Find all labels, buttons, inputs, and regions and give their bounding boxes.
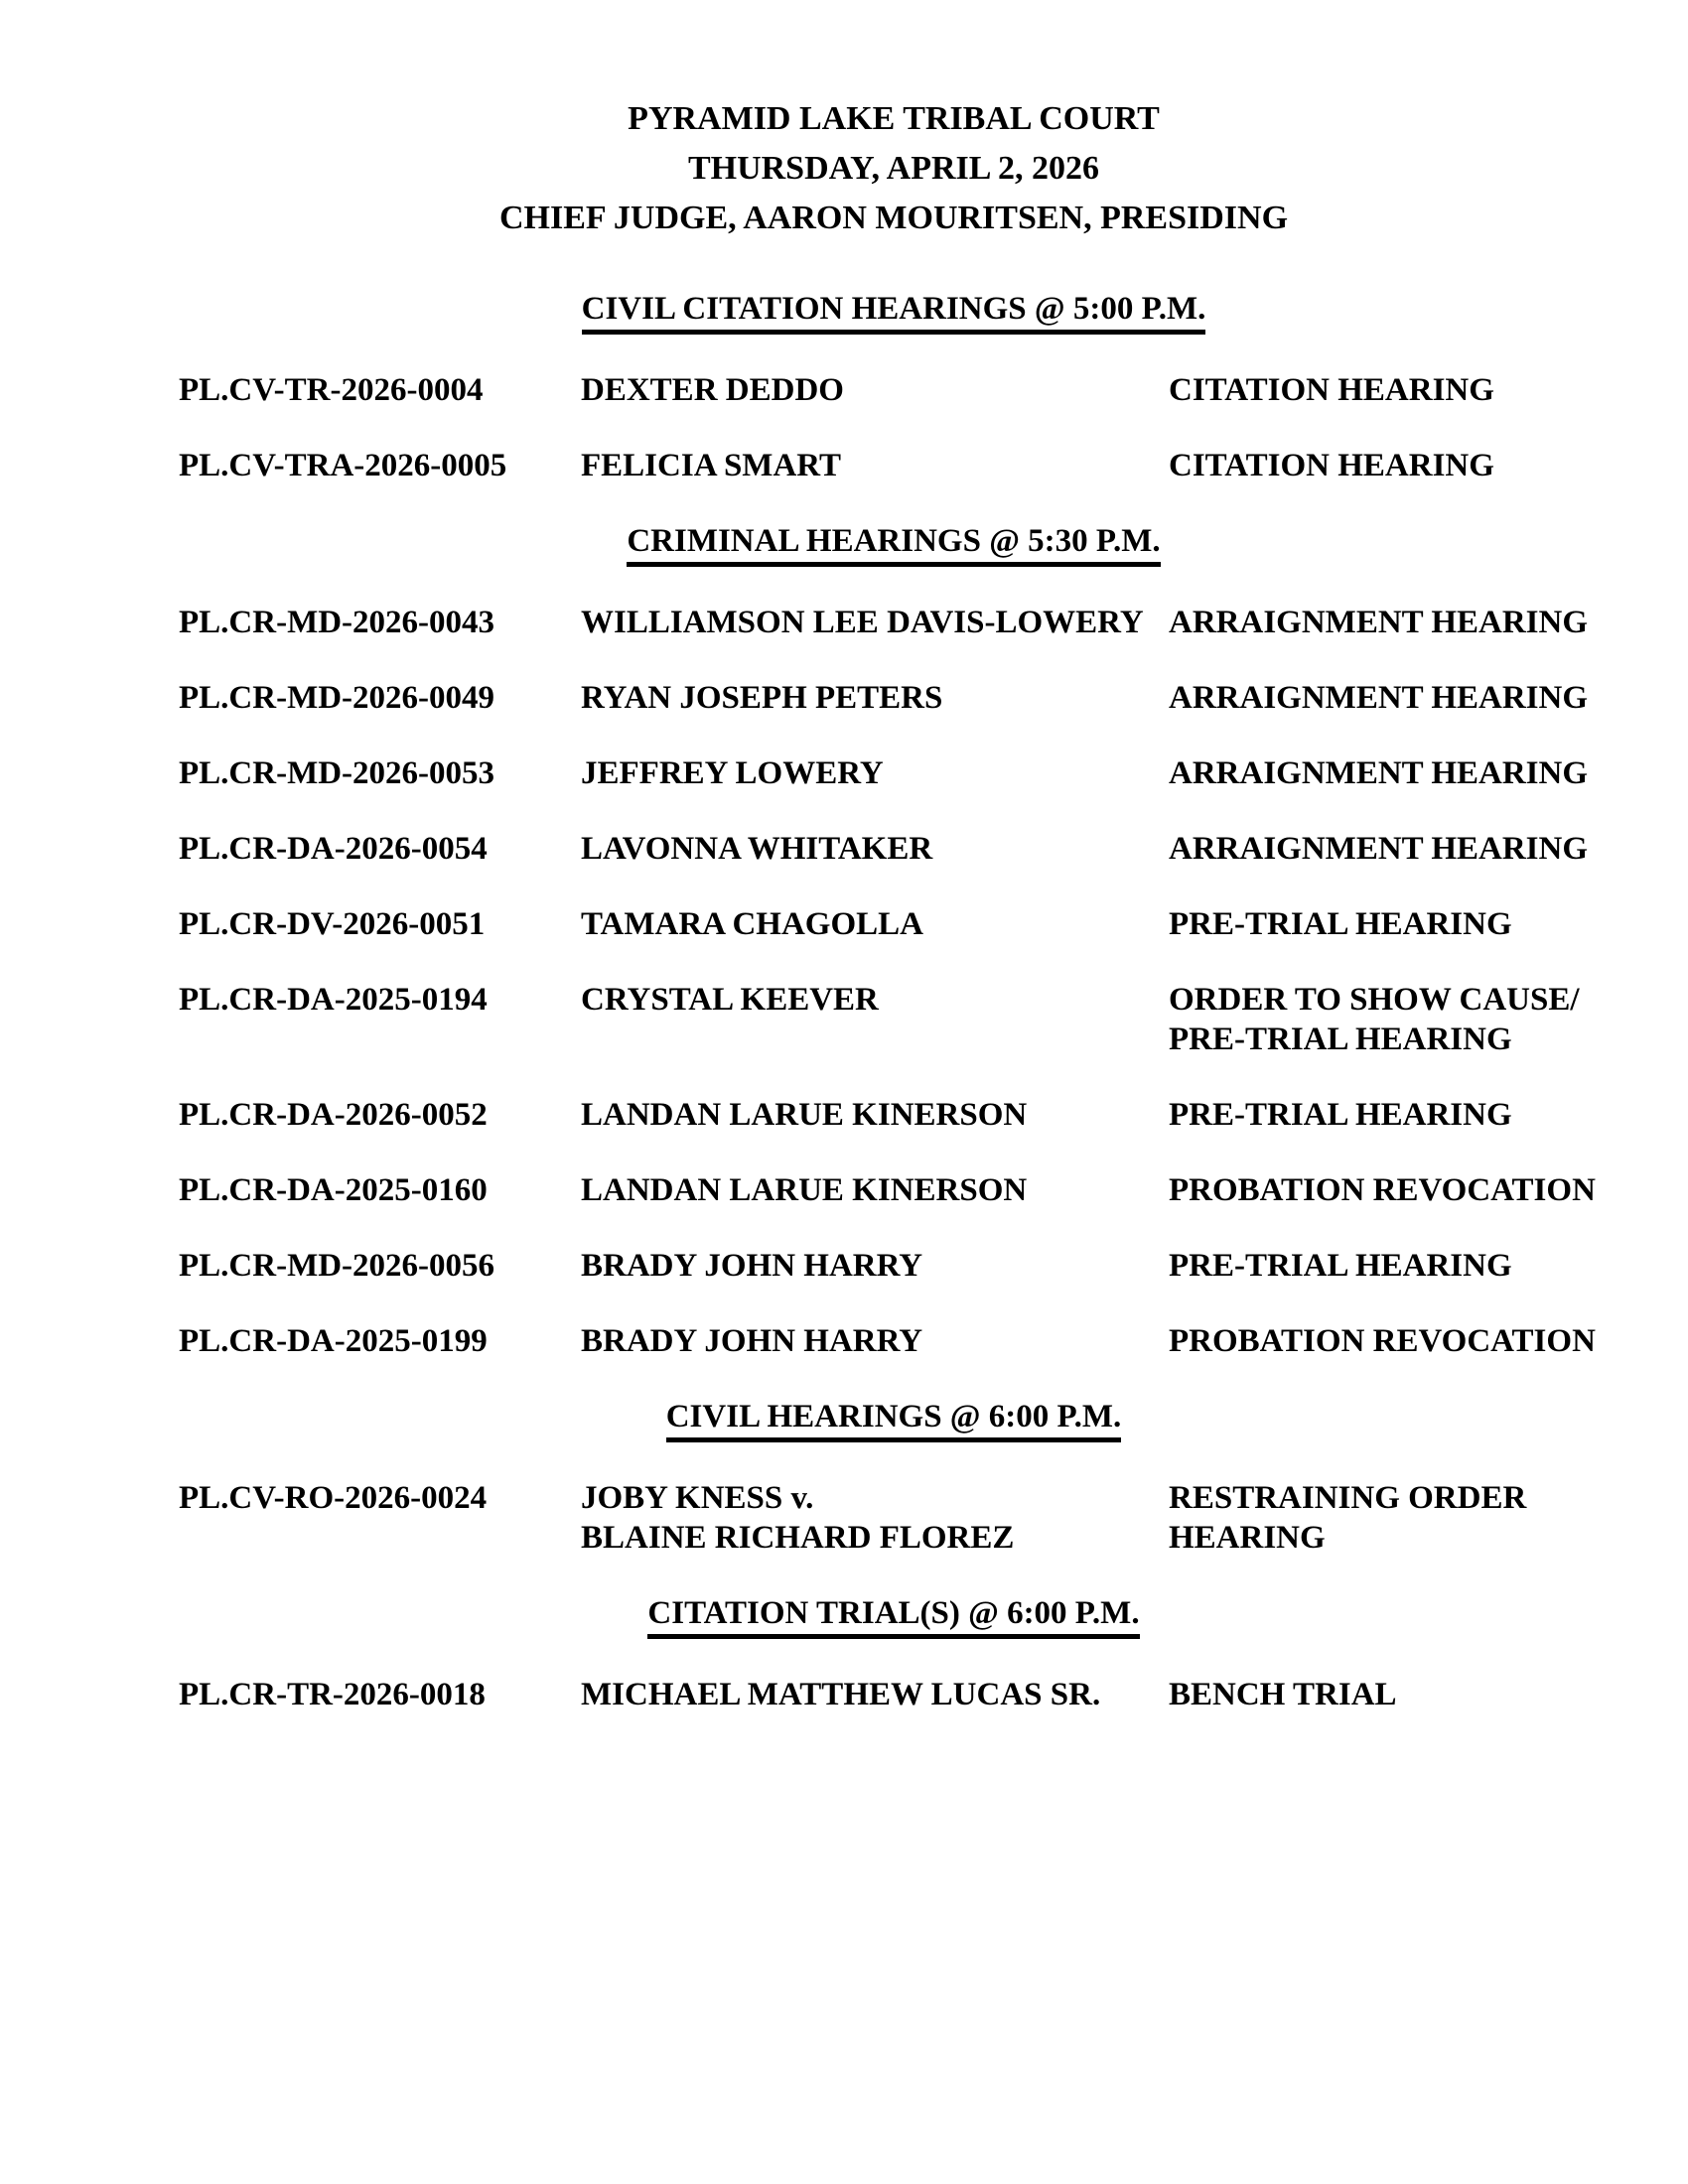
section-heading xyxy=(0,521,1688,567)
case-row xyxy=(179,1321,1688,1361)
party-name-line: RYAN JOSEPH PETERS xyxy=(581,680,943,716)
section-case-list xyxy=(0,370,1688,485)
case-number: PL.CR-DA-2025-0194 xyxy=(179,982,488,1018)
party-names xyxy=(581,1321,1169,1361)
case-row xyxy=(179,980,1688,1059)
hearing-type-line: PRE-TRIAL HEARING xyxy=(1169,1097,1512,1133)
hearing-type xyxy=(1169,1170,1688,1210)
party-names xyxy=(581,753,1169,793)
party-name-line: JEFFREY LOWERY xyxy=(581,755,884,791)
section-heading xyxy=(0,1397,1688,1442)
party-names xyxy=(581,980,1169,1059)
case-row xyxy=(179,603,1688,642)
hearing-type xyxy=(1169,1095,1688,1135)
section-heading-text: CRIMINAL HEARINGS @ 5:30 P.M. xyxy=(627,521,1160,567)
case-row xyxy=(179,753,1688,793)
hearing-type-line: ARRAIGNMENT HEARING xyxy=(1169,831,1589,867)
hearing-type-line: ARRAIGNMENT HEARING xyxy=(1169,755,1589,791)
party-names xyxy=(581,446,1169,485)
party-names xyxy=(581,603,1169,642)
hearing-type-line: CITATION HEARING xyxy=(1169,448,1494,483)
section-heading xyxy=(0,1593,1688,1639)
case-row xyxy=(179,1478,1688,1558)
party-name-line: BLAINE RICHARD FLOREZ xyxy=(581,1520,1015,1556)
case-number: PL.CR-MD-2026-0049 xyxy=(179,680,495,716)
court-name: PYRAMID LAKE TRIBAL COURT xyxy=(628,100,1160,137)
case-number: PL.CR-MD-2026-0053 xyxy=(179,755,495,791)
party-names xyxy=(581,370,1169,410)
hearing-type xyxy=(1169,753,1688,793)
hearing-type-line: ARRAIGNMENT HEARING xyxy=(1169,605,1589,640)
case-number: PL.CR-DA-2026-0052 xyxy=(179,1097,488,1133)
hearing-type xyxy=(1169,980,1688,1059)
party-name-line: BRADY JOHN HARRY xyxy=(581,1323,923,1359)
case-row xyxy=(179,1246,1688,1286)
case-row xyxy=(179,370,1688,410)
party-name-line: LAVONNA WHITAKER xyxy=(581,831,933,867)
party-names xyxy=(581,678,1169,718)
party-name-line: BRADY JOHN HARRY xyxy=(581,1248,923,1284)
case-row xyxy=(179,446,1688,485)
case-row xyxy=(179,1170,1688,1210)
case-number: PL.CR-DA-2025-0160 xyxy=(179,1172,488,1208)
party-name-line: TAMARA CHAGOLLA xyxy=(581,906,923,942)
docket-section xyxy=(0,1397,1688,1558)
case-number: PL.CV-TR-2026-0004 xyxy=(179,372,484,408)
case-number: PL.CR-TR-2026-0018 xyxy=(179,1677,486,1712)
case-row xyxy=(179,1675,1688,1714)
party-names xyxy=(581,904,1169,944)
party-names xyxy=(581,1170,1169,1210)
party-name-line: WILLIAMSON LEE DAVIS-LOWERY xyxy=(581,605,1144,640)
hearing-type xyxy=(1169,603,1688,642)
party-names xyxy=(581,1675,1169,1714)
hearing-type xyxy=(1169,446,1688,485)
case-number: PL.CR-DV-2026-0051 xyxy=(179,906,486,942)
party-names xyxy=(581,1246,1169,1286)
case-row xyxy=(179,678,1688,718)
section-case-list xyxy=(0,1478,1688,1558)
hearing-type-line: PROBATION REVOCATION xyxy=(1169,1172,1596,1208)
section-case-list xyxy=(0,1675,1688,1714)
case-number: PL.CR-MD-2026-0043 xyxy=(179,605,495,640)
party-name-line: DEXTER DEDDO xyxy=(581,372,844,408)
session-date: THURSDAY, APRIL 2, 2026 xyxy=(687,150,1100,187)
case-row xyxy=(179,829,1688,869)
case-row xyxy=(179,1095,1688,1135)
case-row xyxy=(179,904,1688,944)
hearing-type xyxy=(1169,1675,1688,1714)
case-number: PL.CV-TRA-2026-0005 xyxy=(179,448,507,483)
presiding-judge: CHIEF JUDGE, AARON MOURITSEN, PRESIDING xyxy=(498,200,1289,236)
hearing-type xyxy=(1169,370,1688,410)
hearing-type-line: RESTRAINING ORDER xyxy=(1169,1480,1527,1516)
hearing-type-line: PROBATION REVOCATION xyxy=(1169,1323,1596,1359)
hearing-type xyxy=(1169,1321,1688,1361)
case-number: PL.CV-RO-2026-0024 xyxy=(179,1480,488,1516)
case-number: PL.CR-MD-2026-0056 xyxy=(179,1248,495,1284)
party-names xyxy=(581,1478,1169,1558)
party-name-line: LANDAN LARUE KINERSON xyxy=(581,1097,1028,1133)
hearing-type-line: ARRAIGNMENT HEARING xyxy=(1169,680,1589,716)
hearing-type xyxy=(1169,904,1688,944)
party-name-line: FELICIA SMART xyxy=(581,448,841,483)
hearing-type xyxy=(1169,1478,1688,1558)
section-case-list xyxy=(0,603,1688,1361)
section-heading xyxy=(0,289,1688,335)
party-name-line: MICHAEL MATTHEW LUCAS SR. xyxy=(581,1677,1101,1712)
case-number: PL.CR-DA-2025-0199 xyxy=(179,1323,488,1359)
hearing-type-line: HEARING xyxy=(1169,1520,1326,1556)
hearing-type-line: BENCH TRIAL xyxy=(1169,1677,1397,1712)
hearing-type-line: ORDER TO SHOW CAUSE/ xyxy=(1169,982,1580,1018)
case-number: PL.CR-DA-2026-0054 xyxy=(179,831,488,867)
party-name-line: CRYSTAL KEEVER xyxy=(581,982,879,1018)
hearing-type-line: PRE-TRIAL HEARING xyxy=(1169,1248,1512,1284)
section-heading-text: CITATION TRIAL(S) @ 6:00 P.M. xyxy=(647,1593,1139,1639)
party-names xyxy=(581,1095,1169,1135)
party-name-line: JOBY KNESS v. xyxy=(581,1480,814,1516)
docket-section xyxy=(0,521,1688,1361)
party-name-line: LANDAN LARUE KINERSON xyxy=(581,1172,1028,1208)
hearing-type-line: PRE-TRIAL HEARING xyxy=(1169,1022,1512,1057)
hearing-type xyxy=(1169,829,1688,869)
section-heading-text: CIVIL HEARINGS @ 6:00 P.M. xyxy=(666,1397,1122,1442)
party-names xyxy=(581,829,1169,869)
docket-section xyxy=(0,289,1688,485)
hearing-type-line: PRE-TRIAL HEARING xyxy=(1169,906,1512,942)
hearing-type xyxy=(1169,678,1688,718)
docket-section xyxy=(0,1593,1688,1714)
docket-header xyxy=(0,94,1688,243)
section-heading-text: CIVIL CITATION HEARINGS @ 5:00 P.M. xyxy=(582,289,1206,335)
docket-body xyxy=(0,289,1688,1714)
hearing-type-line: CITATION HEARING xyxy=(1169,372,1494,408)
hearing-type xyxy=(1169,1246,1688,1286)
